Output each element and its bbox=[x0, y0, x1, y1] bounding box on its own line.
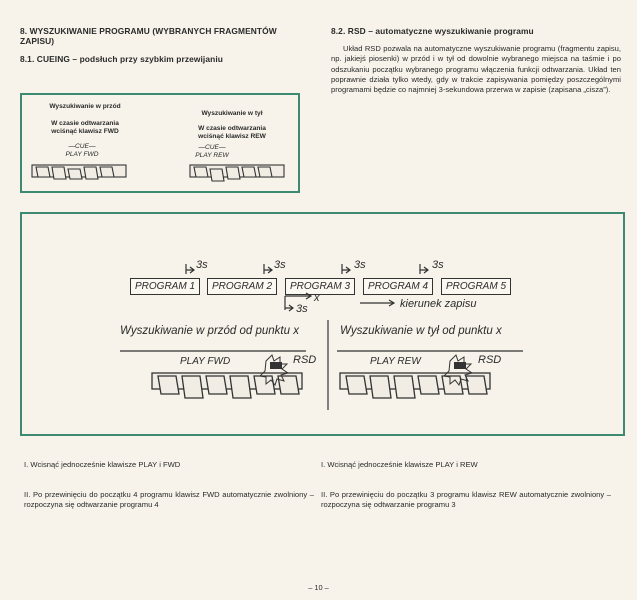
rsd-paragraph: Układ RSD pozwala na automatyczne wyszukiwanie programu (fragmentu zapisu, np. jakiejś piosenki) w przód i w tył od dowolnie wybranego miejsca na taśmie i po odszukaniu początku wybranego programu włączenia funkcji odtwarzania. Układ ten poprawnie działa tylko wtedy, gdy w trakcie zapisywania pomiędzy poszczególnymi programami będzie co najmniej 3-sekundowa przerwa w zapisie (zapisana „cisza”). bbox=[331, 44, 621, 95]
rew-instruction-2: II. Po przewinięciu do początku 3 programu klawisz REW automatycznie zwolniony – rozpoczyna się odtwarzanie programu 3 bbox=[321, 490, 611, 510]
gap-label-below: 3s bbox=[296, 303, 308, 315]
subsection-heading-rsd: 8.2. RSD – automatyczne wyszukiwanie programu bbox=[331, 26, 534, 36]
program-2: PROGRAM 2 bbox=[207, 278, 277, 295]
gap-label-1: 3s bbox=[196, 259, 208, 271]
gap-label-2: 3s bbox=[274, 259, 286, 271]
rew-keys-label: PLAY REW bbox=[370, 356, 421, 367]
back-title: Wyszukiwanie w tył bbox=[201, 110, 263, 117]
forward-desc-1: W czasie odtwarzania bbox=[51, 120, 119, 127]
section-heading: 8. WYSZUKIWANIE PROGRAMU (WYBRANYCH FRAGMENTÓW ZAPISU) bbox=[20, 26, 277, 46]
gap-label-4: 3s bbox=[432, 259, 444, 271]
program-1: PROGRAM 1 bbox=[130, 278, 200, 295]
rsd-label: RSD bbox=[293, 354, 317, 366]
fwd-keys-label: PLAY FWD bbox=[180, 356, 231, 367]
forward-title: Wyszukiwanie w przód bbox=[49, 103, 121, 110]
x-label: x bbox=[314, 292, 320, 304]
program-5: PROGRAM 5 bbox=[441, 278, 511, 295]
fwd-search-title: Wyszukiwanie w przód od punktu x bbox=[120, 325, 299, 337]
program-3: PROGRAM 3 bbox=[285, 278, 355, 295]
page-number: – 10 – bbox=[308, 583, 329, 592]
program-4: PROGRAM 4 bbox=[363, 278, 433, 295]
rsd-label-2: RSD bbox=[478, 354, 502, 366]
rew-instruction-1: I. Wcisnąć jednocześnie klawisze PLAY i REW bbox=[321, 460, 478, 469]
forward-desc-2: wciśnąć klawisz FWD bbox=[51, 128, 119, 135]
subsection-heading-cueing: 8.1. CUEING – podsłuch przy szybkim przewijaniu bbox=[20, 54, 223, 64]
rew-search-title: Wyszukiwanie w tył od punktu x bbox=[340, 325, 502, 337]
fwd-instruction-1: I. Wcisnąć jednocześnie klawisze PLAY i FWD bbox=[24, 460, 181, 469]
forward-cue-label: —CUE— bbox=[68, 143, 96, 150]
back-keys-label: PLAY REW bbox=[195, 152, 229, 159]
fwd-instruction-2: II. Po przewinięciu do początku 4 programu klawisz FWD automatycznie zwolniony – rozpoczyna się odtwarzanie programu 4 bbox=[24, 490, 314, 510]
back-cue-label: —CUE— bbox=[198, 144, 226, 151]
back-desc-1: W czasie odtwarzania bbox=[198, 125, 266, 132]
direction-label: kierunek zapisu bbox=[400, 298, 477, 310]
forward-keys-label: PLAY FWD bbox=[65, 151, 99, 158]
gap-label-3: 3s bbox=[354, 259, 366, 271]
back-desc-2: wciśnąć klawisz REW bbox=[198, 133, 266, 140]
